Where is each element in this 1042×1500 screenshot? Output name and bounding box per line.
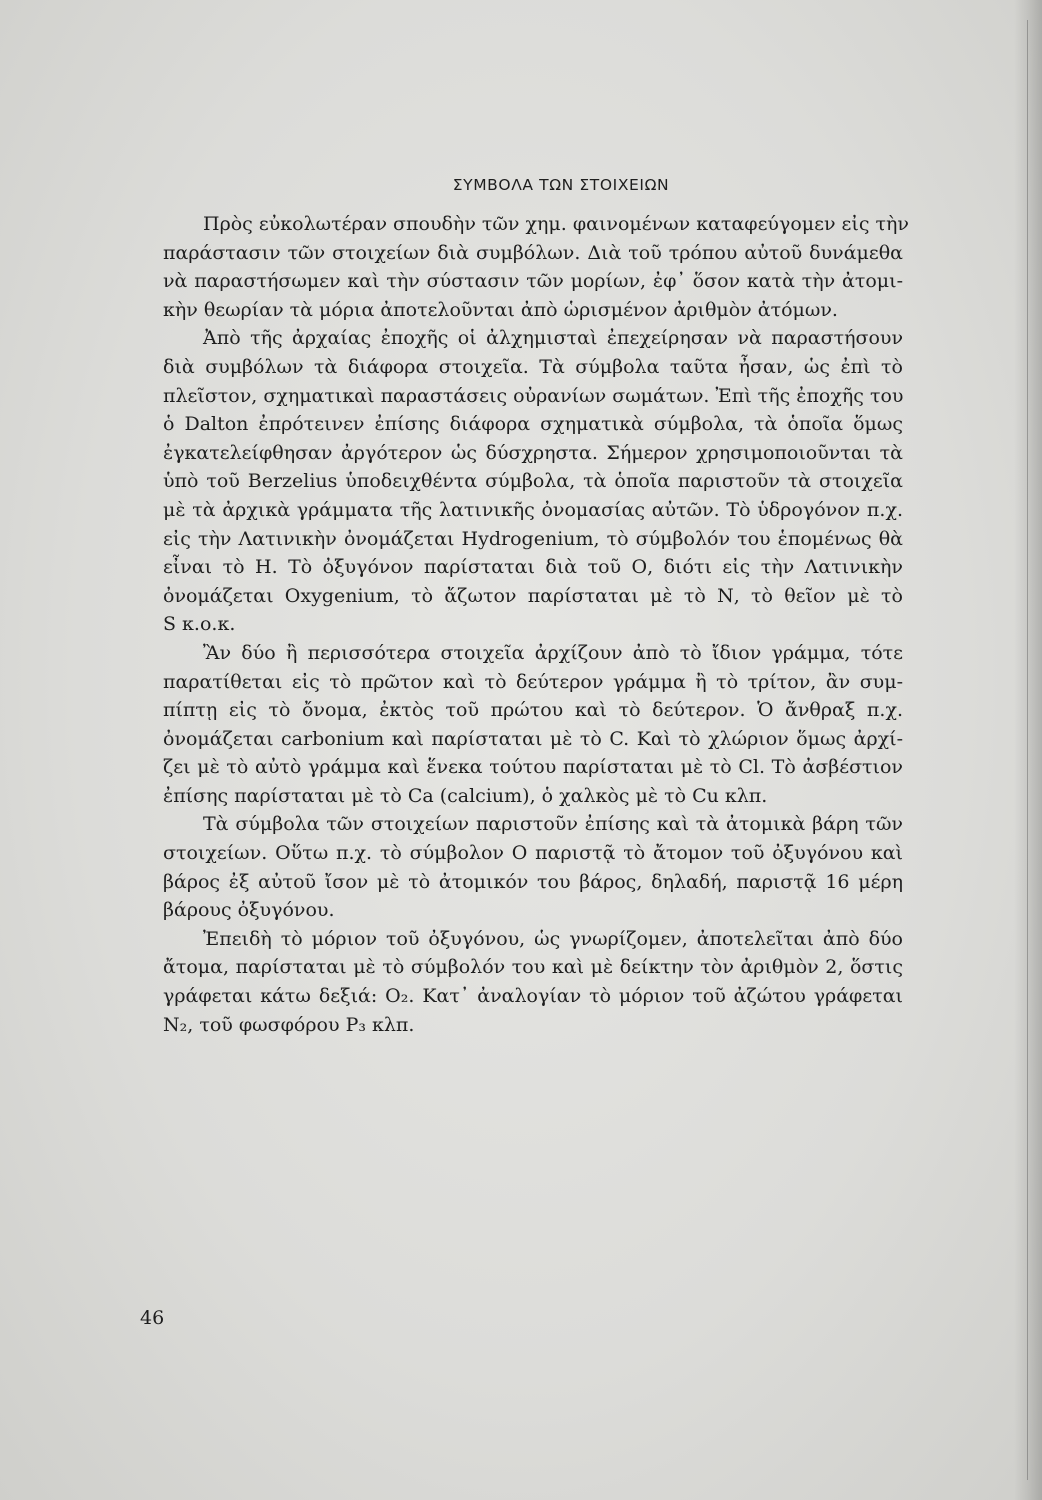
text-line: πλεῖστον, σχηματικαὶ παραστάσεις οὐρανίων σωμάτων. Ἐπὶ τῆς ἐποχῆς του (163, 384, 904, 407)
text-line: ὁ Dalton ἐπρότεινεν ἐπίσης διάφορα σχηματικὰ σύμβολα, τὰ ὁποῖα ὅμως (163, 413, 903, 436)
paragraph-5 (163, 925, 903, 1039)
text-line: N₂, τοῦ φωσφόρου P₃ κλπ. (163, 1013, 415, 1036)
text-line: ἄτομα, παρίσταται μὲ τὸ σύμβολόν του καὶ μὲ δείκτην τὸν ἀριθμὸν 2, ὅστις (163, 956, 903, 979)
text-line: νὰ παραστήσωμεν καὶ τὴν σύστασιν τῶν μορίων, ἐφ᾽ ὅσον κατὰ τὴν ἀτομι- (163, 270, 903, 293)
text-line: μὲ τὰ ἀρχικὰ γράμματα τῆς λατινικῆς ὀνομασίας αὐτῶν. Τὸ ὑδρογόνον π.χ. (163, 498, 903, 521)
text-line: παρατίθεται εἰς τὸ πρῶτον καὶ τὸ δεύτερον γράμμα ἢ τὸ τρίτον, ἂν συμ- (163, 670, 903, 693)
text-line: ζει μὲ τὸ αὐτὸ γράμμα καὶ ἕνεκα τούτου παρίσταται μὲ τὸ Cl. Τὸ ἀσβέστιον (163, 756, 903, 779)
page-edge-shadow (1014, 0, 1042, 1500)
text-line: S κ.ο.κ. (163, 613, 236, 636)
text-line: γράφεται κάτω δεξιά: O₂. Κατ᾽ ἀναλογίαν τὸ μόριον τοῦ ἀζώτου γράφεται (163, 985, 903, 1008)
text-line: ὑπὸ τοῦ Berzelius ὑποδειχθέντα σύμβολα, τὰ ὁποῖα παριστοῦν τὰ στοιχεῖα (163, 470, 903, 493)
text-line: ὀνομάζεται Oxygenium, τὸ ἄζωτον παρίσταται μὲ τὸ Ν, τὸ θεῖον μὲ τὸ (163, 584, 903, 607)
page-number: 46 (140, 1307, 165, 1329)
text-line: Πρὸς εὐκολωτέραν σπουδὴν τῶν χημ. φαινομένων καταφεύγομεν εἰς τὴν (203, 213, 909, 235)
page-edge-line (1027, 20, 1028, 1480)
text-line: πίπτῃ εἰς τὸ ὄνομα, ἐκτὸς τοῦ πρώτου καὶ τὸ δεύτερον. Ὁ ἄνθραξ π.χ. (163, 699, 903, 722)
text-line: ὀνομάζεται carbonium καὶ παρίσταται μὲ τὸ C. Καὶ τὸ χλώριον ὅμως ἀρχί- (163, 727, 903, 750)
text-line: παράστασιν τῶν στοιχείων διὰ συμβόλων. Διὰ τοῦ τρόπου αὐτοῦ δυνάμεθα (163, 241, 903, 264)
paragraph-3 (163, 639, 903, 811)
text-line: ἐπίσης παρίσταται μὲ τὸ Ca (calcium), ὁ χαλκὸς μὲ τὸ Cu κλπ. (163, 784, 768, 807)
paragraph-1 (163, 210, 909, 324)
text-line: βάρους ὀξυγόνου. (163, 899, 335, 922)
body-text (163, 210, 909, 1039)
text-line: Ἐπειδὴ τὸ μόριον τοῦ ὀξυγόνου, ὡς γνωρίζομεν, ἀποτελεῖται ἀπὸ δύο (203, 927, 903, 950)
text-line: εἶναι τὸ Η. Τὸ ὀξυγόνον παρίσταται διὰ τοῦ Ο, διότι εἰς τὴν Λατινικὴν (163, 556, 903, 579)
text-line: Ἂν δύο ἢ περισσότερα στοιχεῖα ἀρχίζουν ἀπὸ τὸ ἴδιον γράμμα, τότε (203, 641, 903, 664)
section-title: ΣΥΜΒΟΛΑ ΤΩΝ ΣΤΟΙΧΕΙΩΝ (452, 176, 670, 194)
text-line: διὰ συμβόλων τὰ διάφορα στοιχεῖα. Τὰ σύμβολα ταῦτα ἦσαν, ὡς ἐπὶ τὸ (163, 355, 903, 378)
text-line: εἰς τὴν Λατινικὴν ὀνομάζεται Hydrogenium, τὸ σύμβολόν του ἑπομένως θὰ (163, 527, 903, 550)
text-line: Ἀπὸ τῆς ἀρχαίας ἐποχῆς οἱ ἀλχημισταὶ ἐπεχείρησαν νὰ παραστήσουν (203, 327, 903, 350)
paragraph-4 (163, 810, 903, 924)
paragraph-2 (163, 324, 903, 639)
text-line: ἐγκατελείφθησαν ἀργότερον ὡς δύσχρηστα. Σήμερον χρησιμοποιοῦνται τὰ (163, 441, 903, 464)
text-line: Τὰ σύμβολα τῶν στοιχείων παριστοῦν ἐπίσης καὶ τὰ ἀτομικὰ βάρη τῶν (203, 813, 903, 836)
text-line: βάρος ἐξ αὐτοῦ ἴσον μὲ τὸ ἀτομικόν του βάρος, δηλαδή, παριστᾷ 16 μέρη (163, 870, 903, 893)
text-line: στοιχείων. Οὕτω π.χ. τὸ σύμβολον Ο παριστᾷ τὸ ἄτομον τοῦ ὀξυγόνου καὶ (163, 842, 903, 865)
text-line: κὴν θεωρίαν τὰ μόρια ἀποτελοῦνται ἀπὸ ὡρισμένον ἀριθμὸν ἀτόμων. (163, 298, 838, 321)
